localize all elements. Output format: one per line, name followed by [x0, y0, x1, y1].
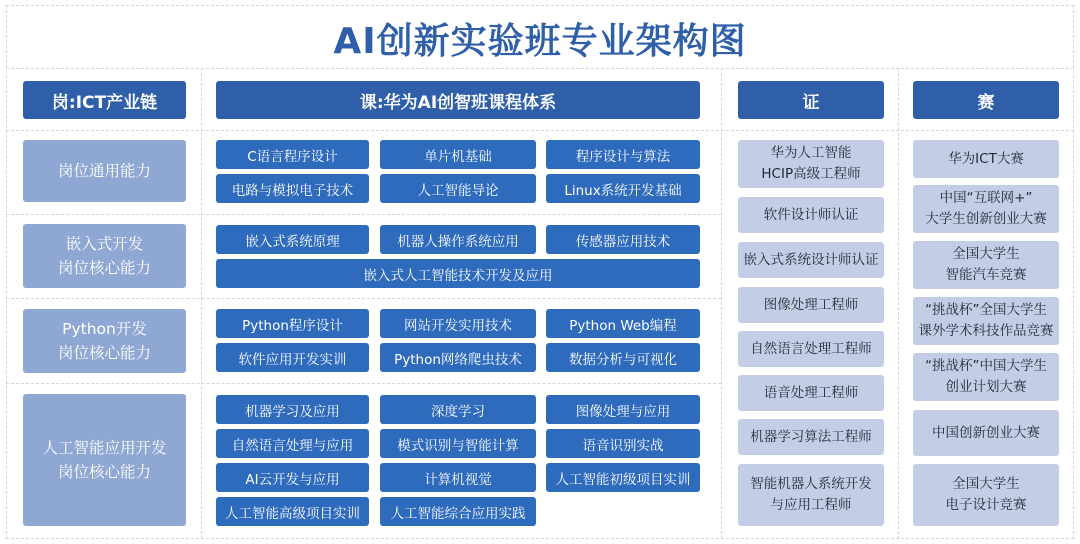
certificate-item: 华为人工智能 HCIP高级工程师 [738, 140, 884, 188]
course-box: 嵌入式人工智能技术开发及应用 [216, 259, 700, 288]
contest-item: “挑战杯”全国大学生 课外学术科技作品竞赛 [913, 297, 1059, 345]
course-box: 自然语言处理与应用 [216, 429, 369, 458]
row-label-ai: 人工智能应用开发 岗位核心能力 [23, 394, 186, 526]
certificate-item: 自然语言处理工程师 [738, 331, 884, 367]
course-box: 软件应用开发实训 [216, 343, 369, 372]
contest-item: 全国大学生 电子设计竞赛 [913, 464, 1059, 526]
course-box: 电路与模拟电子技术 [216, 174, 369, 203]
course-box: 语音识别实战 [546, 429, 700, 458]
course-box: C语言程序设计 [216, 140, 369, 169]
contest-item: “挑战杯”中国大学生 创业计划大赛 [913, 353, 1059, 401]
certificate-item: 图像处理工程师 [738, 287, 884, 323]
divider [6, 214, 721, 215]
header-cert: 证 [738, 81, 884, 119]
course-box: 程序设计与算法 [546, 140, 700, 169]
course-box: 图像处理与应用 [546, 395, 700, 424]
divider [898, 68, 899, 539]
row-label-python: Python开发 岗位核心能力 [23, 309, 186, 373]
course-box: 机器学习及应用 [216, 395, 369, 424]
course-box: 数据分析与可视化 [546, 343, 700, 372]
divider [721, 68, 722, 539]
course-box: 深度学习 [380, 395, 536, 424]
course-box: 人工智能综合应用实践 [380, 497, 536, 526]
course-box: 模式识别与智能计算 [380, 429, 536, 458]
divider [6, 130, 1074, 131]
certificate-item: 嵌入式系统设计师认证 [738, 242, 884, 278]
certificate-item: 智能机器人系统开发 与应用工程师 [738, 464, 884, 526]
course-box: 嵌入式系统原理 [216, 225, 369, 254]
row-label-embedded: 嵌入式开发 岗位核心能力 [23, 224, 186, 288]
contest-item: 中国“互联网+” 大学生创新创业大赛 [913, 185, 1059, 233]
course-box: 网站开发实用技术 [380, 309, 536, 338]
header-post: 岗:ICT产业链 [23, 81, 186, 119]
course-box: 传感器应用技术 [546, 225, 700, 254]
page-title: AI创新实验班专业架构图 [333, 21, 747, 62]
contest-item: 华为ICT大赛 [913, 140, 1059, 178]
course-box: Python Web编程 [546, 309, 700, 338]
contest-item: 全国大学生 智能汽车竞赛 [913, 241, 1059, 289]
course-box: 人工智能初级项目实训 [546, 463, 700, 492]
course-box: 单片机基础 [380, 140, 536, 169]
course-box: 计算机视觉 [380, 463, 536, 492]
certificate-item: 机器学习算法工程师 [738, 419, 884, 455]
header-course: 课:华为AI创智班课程体系 [216, 81, 700, 119]
course-box: Python程序设计 [216, 309, 369, 338]
divider [6, 383, 721, 384]
header-contest: 赛 [913, 81, 1059, 119]
course-box: Linux系统开发基础 [546, 174, 700, 203]
divider [6, 298, 721, 299]
contest-item: 中国创新创业大赛 [913, 410, 1059, 456]
certificate-item: 语音处理工程师 [738, 375, 884, 411]
divider [6, 68, 1074, 69]
course-box: 人工智能导论 [380, 174, 536, 203]
row-label-general: 岗位通用能力 [23, 140, 186, 202]
certificate-item: 软件设计师认证 [738, 197, 884, 233]
divider [201, 68, 202, 539]
course-box: Python网络爬虫技术 [380, 343, 536, 372]
course-box: 机器人操作系统应用 [380, 225, 536, 254]
course-box: AI云开发与应用 [216, 463, 369, 492]
course-box: 人工智能高级项目实训 [216, 497, 369, 526]
